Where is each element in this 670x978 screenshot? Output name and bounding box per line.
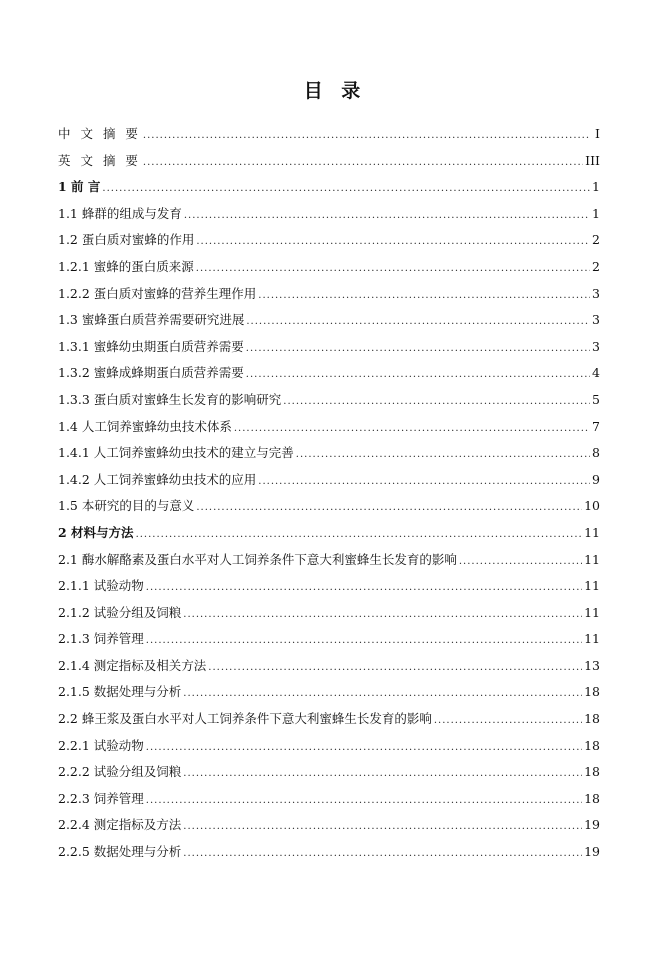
toc-entry-page: 3 (592, 285, 600, 301)
toc-entry (58, 281, 600, 308)
toc-entry-label: 1.3 蜜蜂蛋白质营养需要研究进展 (58, 312, 245, 328)
toc-entry-page: I (595, 126, 600, 141)
toc-entry-page: 18 (584, 684, 600, 700)
toc-entry-label: 1.3.3 蛋白质对蜜蜂生长发育的影响研究 (58, 391, 282, 407)
toc-leader-dots (136, 522, 583, 549)
toc-entry (58, 759, 600, 786)
toc-leader-dots (196, 256, 590, 283)
toc-entry-page: 4 (592, 365, 600, 381)
toc-entry-page: 1 (592, 205, 600, 221)
toc-entry (58, 467, 600, 494)
toc-leader-dots (208, 655, 582, 682)
toc-leader-dots (146, 575, 582, 602)
toc-entry (58, 626, 600, 653)
toc-leader-dots (246, 336, 590, 363)
toc-entry (58, 307, 600, 334)
toc-leader-dots (234, 416, 590, 443)
toc-entry-page: 5 (592, 391, 600, 407)
toc-entry-page: 18 (584, 764, 600, 780)
toc-entry-page: III (585, 152, 600, 168)
toc-entry (58, 201, 600, 228)
toc-leader-dots (196, 495, 582, 522)
table-of-contents (58, 121, 600, 866)
toc-entry (58, 812, 600, 839)
toc-entry (58, 148, 600, 175)
toc-entry (58, 706, 600, 733)
toc-entry-label: 2.1.4 测定指标及相关方法 (58, 657, 207, 673)
toc-leader-dots (146, 788, 582, 815)
toc-entry-label: 2.1 酶水解酪素及蛋白水平对人工饲养条件下意大利蜜蜂生长发育的影响 (58, 551, 457, 567)
toc-entry-page: 11 (584, 631, 600, 647)
toc-leader-dots (184, 203, 590, 230)
toc-entry-label: 2.2 蜂王浆及蛋白水平对人工饲养条件下意大利蜜蜂生长发育的影响 (58, 711, 432, 727)
toc-leader-dots (143, 150, 583, 177)
toc-entry-label: 中 文 摘 要 (58, 126, 141, 141)
toc-entry-label: 1.4 人工饲养蜜蜂幼虫技术体系 (58, 418, 232, 434)
toc-entry-label: 2.2.5 数据处理与分析 (58, 844, 182, 860)
toc-entry (58, 387, 600, 414)
toc-entry-label: 1.3.1 蜜蜂幼虫期蛋白质营养需要 (58, 338, 244, 354)
toc-entry-page: 7 (592, 418, 600, 434)
toc-leader-dots (146, 735, 582, 762)
toc-leader-dots (146, 628, 582, 655)
toc-entry-page: 9 (592, 471, 600, 487)
toc-leader-dots (143, 123, 590, 150)
toc-entry (58, 679, 600, 706)
toc-entry (58, 839, 600, 866)
toc-entry-label: 1.5 本研究的目的与意义 (58, 498, 195, 514)
toc-leader-dots (183, 761, 582, 788)
toc-entry-page: 19 (584, 817, 600, 833)
toc-entry (58, 653, 600, 680)
toc-entry (58, 547, 600, 574)
toc-entry (58, 520, 600, 547)
toc-leader-dots (183, 602, 582, 629)
toc-entry-label: 2 材料与方法 (58, 524, 134, 540)
toc-entry-label: 2.2.4 测定指标及方法 (58, 817, 182, 833)
toc-entry (58, 493, 600, 520)
toc-entry-label: 1.4.1 人工饲养蜜蜂幼虫技术的建立与完善 (58, 445, 294, 461)
toc-entry-label: 2.1.5 数据处理与分析 (58, 684, 182, 700)
toc-entry (58, 786, 600, 813)
toc-entry-page: 19 (584, 844, 600, 860)
toc-leader-dots (434, 708, 582, 735)
toc-entry (58, 600, 600, 627)
toc-entry-page: 11 (584, 524, 600, 540)
toc-entry (58, 440, 600, 467)
toc-leader-dots (183, 681, 582, 708)
toc-entry (58, 174, 600, 201)
toc-leader-dots (258, 469, 590, 496)
toc-entry-label: 1.2 蛋白质对蜜蜂的作用 (58, 232, 195, 248)
toc-entry-label: 英 文 摘 要 (58, 152, 141, 168)
toc-entry-label: 1.3.2 蜜蜂成蜂期蛋白质营养需要 (58, 365, 244, 381)
toc-leader-dots (459, 549, 582, 576)
toc-entry-label: 2.2.2 试验分组及饲粮 (58, 764, 182, 780)
toc-entry-page: 11 (584, 551, 600, 567)
toc-entry (58, 733, 600, 760)
toc-entry-page: 3 (592, 312, 600, 328)
toc-entry (58, 254, 600, 281)
toc-entry (58, 414, 600, 441)
toc-entry (58, 573, 600, 600)
toc-leader-dots (196, 229, 590, 256)
toc-entry-label: 2.1.2 试验分组及饲粮 (58, 604, 182, 620)
toc-leader-dots (246, 309, 590, 336)
toc-entry-page: 11 (584, 578, 600, 594)
toc-entry-page: 13 (584, 657, 600, 673)
toc-entry-label: 2.1.3 饲养管理 (58, 631, 144, 647)
toc-leader-dots (296, 442, 590, 469)
toc-entry-label: 1 前 言 (58, 179, 101, 195)
toc-entry-page: 18 (584, 711, 600, 727)
toc-entry-label: 2.2.3 饲养管理 (58, 790, 144, 806)
toc-entry-label: 1.1 蜂群的组成与发育 (58, 205, 182, 221)
toc-entry-label: 1.2.1 蜜蜂的蛋白质来源 (58, 258, 194, 274)
toc-entry-label: 2.1.1 试验动物 (58, 578, 144, 594)
toc-leader-dots (102, 176, 590, 203)
toc-entry-page: 10 (584, 498, 600, 514)
toc-entry-label: 1.4.2 人工饲养蜜蜂幼虫技术的应用 (58, 471, 257, 487)
toc-entry-page: 2 (592, 258, 600, 274)
toc-entry-label: 1.2.2 蛋白质对蜜蜂的营养生理作用 (58, 285, 257, 301)
toc-entry-page: 8 (592, 445, 600, 461)
toc-entry-page: 11 (584, 604, 600, 620)
toc-leader-dots (183, 814, 582, 841)
toc-leader-dots (183, 841, 582, 868)
toc-entry (58, 334, 600, 361)
toc-leader-dots (283, 389, 590, 416)
toc-entry-page: 3 (592, 338, 600, 354)
toc-entry (58, 227, 600, 254)
toc-entry-page: 18 (584, 737, 600, 753)
toc-entry-label: 2.2.1 试验动物 (58, 737, 144, 753)
toc-entry (58, 360, 600, 387)
toc-entry-page: 2 (592, 232, 600, 248)
page-title: 目 录 (303, 80, 367, 102)
toc-entry (58, 121, 600, 148)
toc-leader-dots (258, 283, 590, 310)
toc-entry-page: 1 (592, 179, 600, 195)
toc-leader-dots (246, 362, 590, 389)
toc-entry-page: 18 (584, 790, 600, 806)
